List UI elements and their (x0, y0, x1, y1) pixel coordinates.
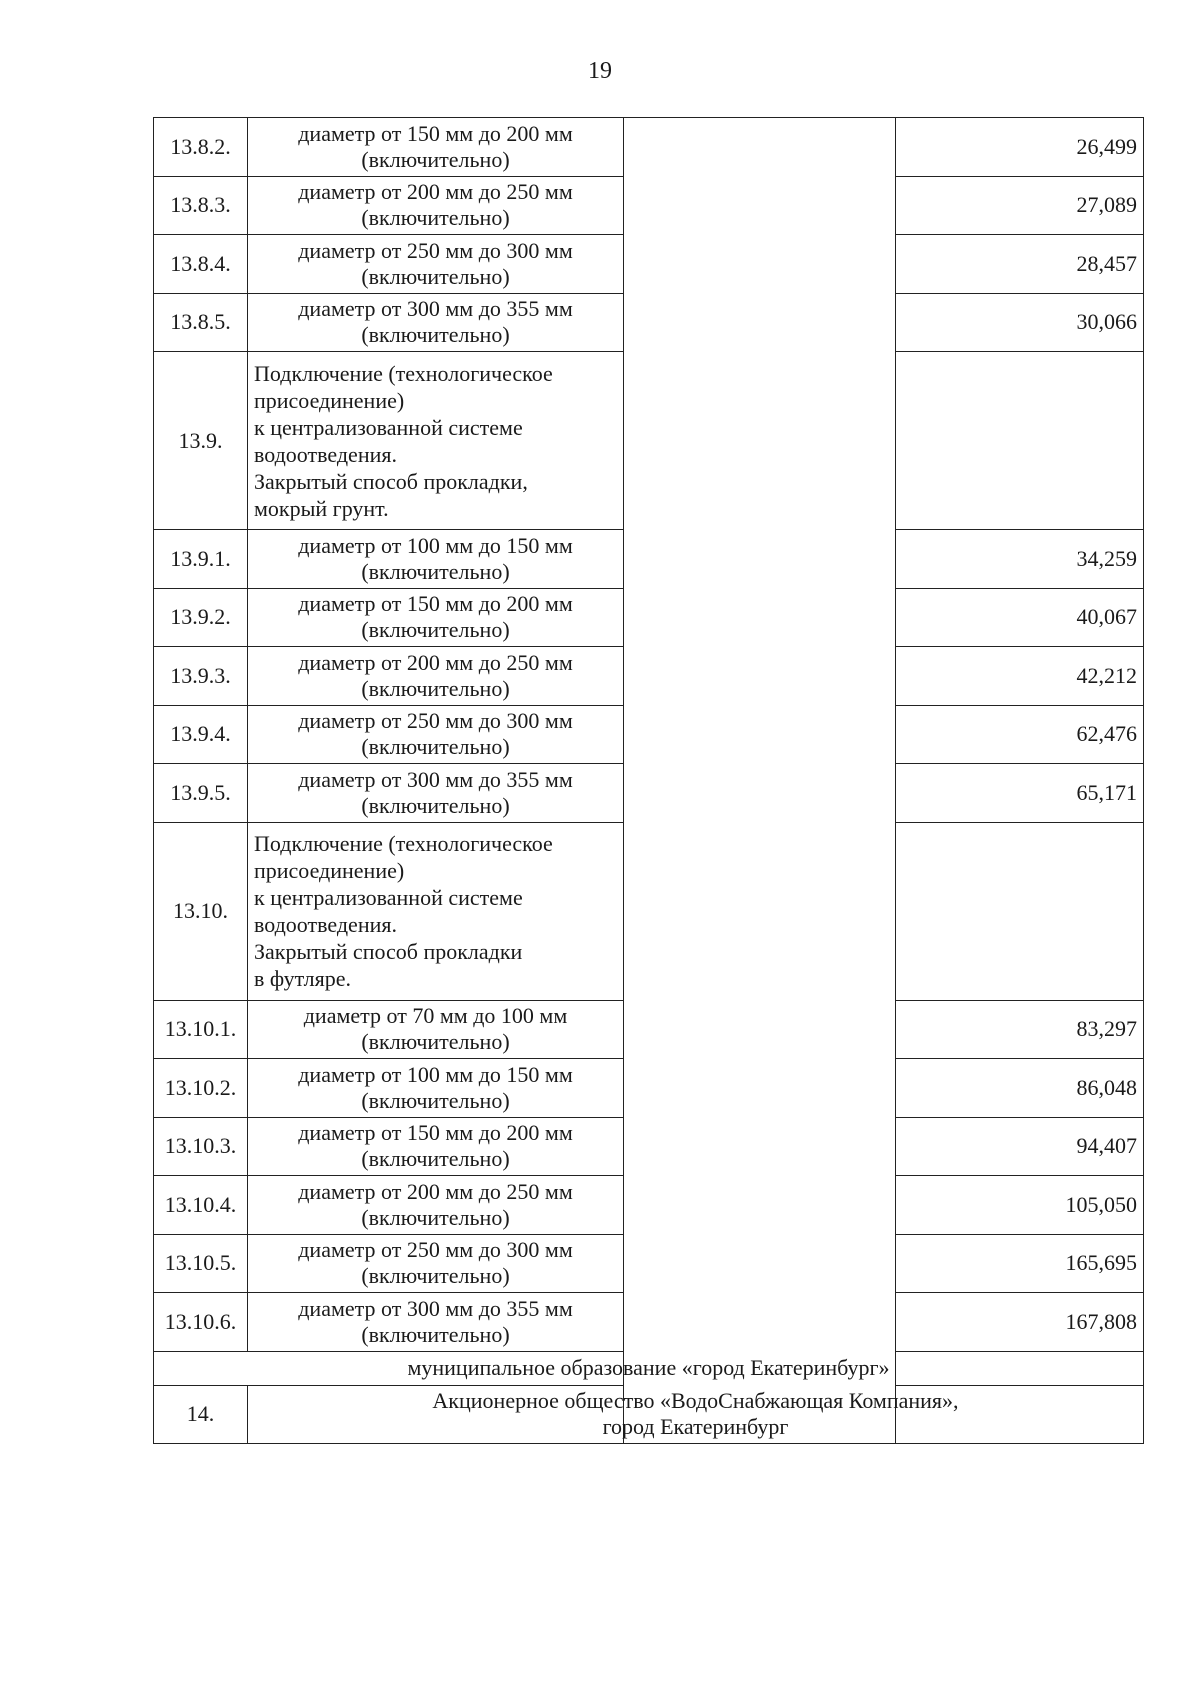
row-number: 13.10.3. (154, 1117, 248, 1176)
row-value: 105,050 (896, 1176, 1144, 1235)
row-value: 34,259 (896, 530, 1144, 589)
row-number: 13.10.2. (154, 1059, 248, 1118)
row-description: диаметр от 300 мм до 355 мм (включительно) (248, 764, 624, 823)
row-number: 13.10.5. (154, 1234, 248, 1293)
row-value: 30,066 (896, 293, 1144, 352)
row-number: 13.8.2. (154, 118, 248, 177)
row-number: 13.8.5. (154, 293, 248, 352)
row-number: 13.10.1. (154, 1000, 248, 1059)
organization-number: 14. (154, 1385, 248, 1443)
row-number: 13.9.3. (154, 647, 248, 706)
row-value: 40,067 (896, 588, 1144, 647)
empty-column (624, 118, 896, 1444)
section-number: 13.10. (154, 822, 248, 1000)
row-value: 86,048 (896, 1059, 1144, 1118)
section-description: Подключение (технологическое присоединение) к централизованной системе водоотведения. Закрытый способ прокладки в футляре. (248, 822, 624, 1000)
municipality-label: муниципальное образование «город Екатеринбург» (154, 1351, 1144, 1385)
row-description: диаметр от 100 мм до 150 мм (включительно) (248, 1059, 624, 1118)
section-description: Подключение (технологическое присоединение) к централизованной системе водоотведения. Закрытый способ прокладки, мокрый грунт. (248, 352, 624, 530)
tariff-table (153, 117, 1144, 1444)
row-number: 13.9.2. (154, 588, 248, 647)
row-value: 83,297 (896, 1000, 1144, 1059)
row-value: 62,476 (896, 705, 1144, 764)
organization-name: Акционерное общество «ВодоСнабжающая Компания», город Екатеринбург (248, 1385, 1144, 1443)
row-description: диаметр от 70 мм до 100 мм (включительно) (248, 1000, 624, 1059)
row-number: 13.10.6. (154, 1293, 248, 1352)
section-value (896, 352, 1144, 530)
row-description: диаметр от 250 мм до 300 мм (включительно) (248, 705, 624, 764)
row-value: 27,089 (896, 176, 1144, 235)
row-description: диаметр от 150 мм до 200 мм (включительно) (248, 118, 624, 177)
section-value (896, 822, 1144, 1000)
row-description: диаметр от 200 мм до 250 мм (включительно) (248, 647, 624, 706)
row-description: диаметр от 200 мм до 250 мм (включительно) (248, 1176, 624, 1235)
row-description: диаметр от 250 мм до 300 мм (включительно) (248, 235, 624, 294)
row-description: диаметр от 150 мм до 200 мм (включительно) (248, 1117, 624, 1176)
row-description: диаметр от 100 мм до 150 мм (включительно) (248, 530, 624, 589)
row-description: диаметр от 200 мм до 250 мм (включительно) (248, 176, 624, 235)
row-value: 167,808 (896, 1293, 1144, 1352)
row-number: 13.8.4. (154, 235, 248, 294)
row-value: 42,212 (896, 647, 1144, 706)
row-value: 165,695 (896, 1234, 1144, 1293)
row-number: 13.9.4. (154, 705, 248, 764)
row-value: 28,457 (896, 235, 1144, 294)
row-description: диаметр от 250 мм до 300 мм (включительно) (248, 1234, 624, 1293)
row-description: диаметр от 300 мм до 355 мм (включительно) (248, 1293, 624, 1352)
row-description: диаметр от 150 мм до 200 мм (включительно) (248, 588, 624, 647)
municipality-row (154, 1351, 1144, 1385)
row-description: диаметр от 300 мм до 355 мм (включительно) (248, 293, 624, 352)
row-value: 94,407 (896, 1117, 1144, 1176)
row-number: 13.10.4. (154, 1176, 248, 1235)
row-number: 13.9.5. (154, 764, 248, 823)
table-row (154, 118, 1144, 177)
page-number: 19 (588, 58, 612, 84)
row-value: 26,499 (896, 118, 1144, 177)
organization-row (154, 1385, 1144, 1443)
row-number: 13.9.1. (154, 530, 248, 589)
row-value: 65,171 (896, 764, 1144, 823)
section-number: 13.9. (154, 352, 248, 530)
row-number: 13.8.3. (154, 176, 248, 235)
